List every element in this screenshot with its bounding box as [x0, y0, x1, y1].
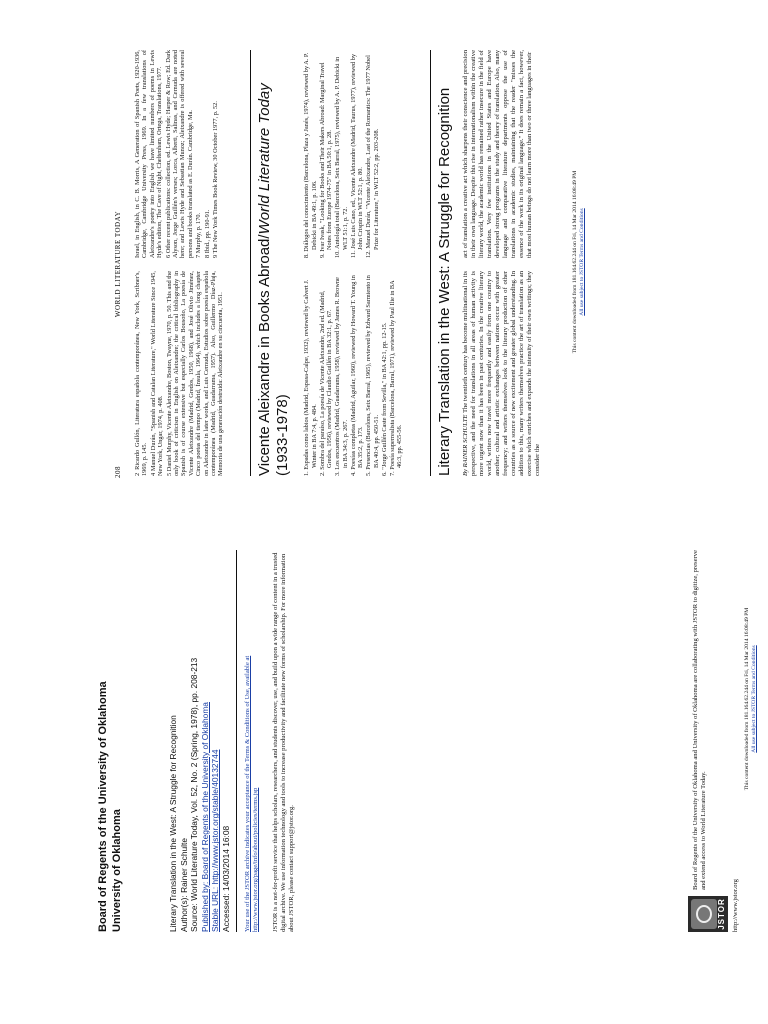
- bibliography-column-2: [303, 50, 381, 258]
- publisher-name-line2: University of Oklahoma: [111, 809, 123, 932]
- article-source: Source: World Literature Today, Vol. 52, No. 2 (Spring, 1978), pp. 208-213: [189, 657, 200, 932]
- author-byline: By RAINER SCHULTE: [462, 414, 469, 476]
- footnote: 8 Ibid., pp. 190-91.: [203, 209, 211, 258]
- cover-download-notice: [744, 574, 758, 824]
- page-number: 208: [114, 466, 122, 478]
- bibliography-entry: 4. Poesías completas (Madrid, Aguilar, 1960), reviewed by Howard T. Young in BA 35:2, p. 173.: [349, 275, 364, 476]
- article-title: Literary Translation in the West: A Struggle for Recognition: [168, 715, 178, 932]
- bibliography-entry: 11. José Luis Cano, ed., Vicente Aleixandre (Madrid, Taurus, 1977), reviewed by John Crispin in WLT 52:1, p. 80.: [349, 53, 364, 258]
- notes-column-1: [134, 271, 226, 476]
- notes-column-2: [134, 50, 220, 258]
- bibliography-entry: 6. "Jorge Guillén Caste from Sevilla," in BA 42:1, pp. 12-15.: [380, 322, 388, 476]
- section-title-part: Vicente Aleixandre in Books Abroad/: [256, 234, 273, 476]
- bibliography-entry: 10. Antología total (Barcelona, Seix Barral, 1975), reviewed by A. P. Debicki in WLT 51:1, p. 72.: [334, 56, 349, 258]
- body-text: The twentieth century has become multinational in its perspective, and the need for translations in all areas of human activity is more urgent now than it has been in past centuries. In the creative literary world, writers now travel more frequently and easily from one country to another; cultural and artistic exchanges between nations occur with greater frequency; and writers themselves look to the literary production of other countries as a source of new excitement and greater global understanding. In addition to this, many writers themselves practice the art of translation as an exercise which enriches and expands the intensity of their own writings; they consider the: [462, 271, 541, 476]
- section-divider: [250, 50, 251, 476]
- collaboration-note: Board of Regents of the University of Oklahoma and University of Oklahoma are collaborating with JSTOR to digitize, preserve and extend access to World Literature Today.: [692, 550, 708, 890]
- download-line: This content downloaded from 181.164.62.244 on Fri, 14 Mar 2014 16:08:49 PM: [744, 607, 750, 791]
- article-download-notice: [572, 162, 586, 362]
- bibliography-column-1: [303, 271, 404, 476]
- footnote: 9 The New York Times Book Review, 30 October 1977, p. 52.: [212, 101, 220, 258]
- journal-title: WORLD LITERATURE TODAY: [114, 210, 122, 318]
- body-text: act of translation a creative act which sharpens their conscience and precision in their own language. Despite this rise in internationalism within the creative literary world, the academic world has remained rather insecure in the field of translation. Very few institutions in the United States and Europe have developed strong programs in the study and theory of translation. Also, many language and comparative literature departments oppose the use of translations in academic studies, maintaining that the reader "misses the essence of the work in its original language." It does remain a fact, however, that most human beings do not learn more than two or three languages in their: [462, 50, 533, 258]
- footnote: 2 Ricardo Gullón, Literatura española contemporánea, New York, Scribner's, 1969, p. 145.: [134, 271, 149, 476]
- jstor-logo-text: JSTOR: [717, 898, 726, 930]
- footnote: 6 Other recent publications: collection, ed. Lewis Hyde; Harper & Row; Ed. Dark Alyson, Jorge Guillén's verses; Lorca, Alberti, Salinas, and Cernuda are noted here; and Lewis Hyde and Sebastian Munoz; Aleixandre is offered with several persons and books translated as E. Durán. Cambridge, Ma.: [164, 50, 194, 258]
- running-head: [114, 50, 126, 478]
- jstor-seal-icon: [691, 899, 717, 929]
- section-title-aleixandre: [256, 50, 292, 476]
- footnote: 7 Murphy, p. 170.: [195, 212, 203, 258]
- jstor-logo[interactable]: [688, 896, 728, 932]
- bibliography-entry: 7. Poesía superrealista (Barcelona, Barral, 1971), reviewed by Paul Ilie in BA 46:3, pp. 455-56.: [388, 280, 403, 476]
- terms-conditions-link[interactable]: All use subject to JSTOR Terms and Conditions: [751, 645, 757, 753]
- footnote: Israel, in English, in C. B. Morris, A Generation of Spanish Poets, 1920-1936, Cambridge, Cambridge University Press, 1969. In a few translations of Aleixandre's poetry into English we have limited numbers of poems in Lewis Hyde's edition, The Cave of Night, Cheltenham, Ortega, Translations, 1977.: [134, 50, 164, 258]
- jstor-cover-page: [0, 512, 768, 1024]
- section-title-years: (1933-1978): [274, 394, 291, 476]
- divider: [236, 550, 237, 932]
- footnote: 5 Daniel Murphy, Vicente Aleixandre, Boston, Twayne, 1970, p. 50. This and the only book of criticism in English on Aleixandre; the critical bibliography in Spanish is of course extensive but especially Carlos Bousoño, La poesía de Vicente Aleixandre (Madrid, Gredos, 1950, 1968), and José Olivio Jiménez, Cinco poetas del tiempo (Madrid, Ínsula, 1964), which includes a long chapter on Aleixandre in later works, and Luis Cernuda, Estudios sobre poesía española contemporánea (Madrid, Guadarrama, 1957). Also, Guillermo Díaz-Plaja, Memoria de una generación destruida: Aleixandre en su cincuenta, 1951.: [165, 271, 225, 476]
- jstor-home-link[interactable]: http://www.jstor.org: [732, 879, 739, 932]
- download-line: This content downloaded from 181.164.62.244 on Fri, 14 Mar 2014 16:08:49 PM: [572, 170, 578, 354]
- bibliography-entry: 12. Manuel Durán, "Vicente Aleixandre, Last of the Romantics: The 1977 Nobel Prize for Literature," in WLT 52:2, pp. 203-208.: [365, 55, 380, 258]
- published-by-link[interactable]: Published by: Board of Regents of the University of Oklahoma: [199, 702, 210, 932]
- terms-of-use-link[interactable]: Your use of the JSTOR archive indicates your acceptance of the Terms & Conditions of Use, available at http://www.jstor.org/page/info/about/policies/terms.jsp: [244, 655, 260, 932]
- publisher-heading: [96, 552, 124, 932]
- article-body-column-1: [462, 271, 542, 476]
- article-authors: Author(s): Rainer Schulte: [178, 837, 189, 932]
- article-body-column-2: [462, 50, 534, 258]
- citation-block: [168, 542, 232, 932]
- terms-conditions-link[interactable]: All use subject to JSTOR Terms and Conditions: [579, 208, 585, 316]
- bibliography-entry: 2. Sombra del paraíso, La poesía de Vicente Aleixandre, 2nd ed. (Madrid, Gredos, 1956), reviewed by Claudio Guillén in BA 32:1, p. 67.: [318, 290, 333, 476]
- bibliography-entry: 9. Ivar Ivask, "Looking for Books and Their Makers Abroad: Marginal Travel Notes from Europe 1974-75" in BA 50:1, p. 28.: [318, 62, 333, 258]
- section-title-translation: Literary Translation in the West: A Struggle for Recognition: [436, 87, 453, 476]
- section-title-italic: World Literature Today: [256, 83, 273, 235]
- jstor-about-text: JSTOR is a not-for-profit service that helps scholars, researchers, and students discover, use, and build upon a wide range of content in a trusted digital archive. We use information technology and tools to increase productivity and facilitate new forms of scholarship. For more information about JSTOR, please contact support@jstor.org.: [272, 552, 296, 932]
- footnote: 4 Manuel Durán, "Spanish and Catalan Literature," World Literature Since 1945, New York, Ungar, 1974, p. 408.: [149, 271, 165, 476]
- accessed-date: Accessed: 14/03/2014 16:08: [220, 825, 231, 932]
- bibliography-entry: 3. Los encuentros (Madrid, Guadarrama, 1958), reviewed by James R. Browne in BA 34:3, p. 267.: [334, 277, 349, 476]
- bibliography-entry: 1. Espadas como labios (Madrid, Espasa-Calpe, 1932), reviewed by Calvert J. Winter in BA 7:4, p. 484.: [303, 279, 318, 476]
- bibliography-entry: 5. Presencias (Barcelona, Seix Barral, 1965), reviewed by Edward Sarmiento in BA 40:4, pp. 450-51.: [365, 275, 380, 476]
- publisher-name: Board of Regents of the University of Oklahoma: [97, 681, 109, 932]
- bibliography-entry: 8. Diálogos del conocimiento (Barcelona, Plaza y Janés, 1974), reviewed by A. P. Debicki in BA 49:1, p. 106.: [303, 52, 318, 258]
- section-divider: [430, 50, 431, 476]
- stable-url-link[interactable]: Stable URL: http://www.jstor.org/stable/40132744: [210, 749, 221, 932]
